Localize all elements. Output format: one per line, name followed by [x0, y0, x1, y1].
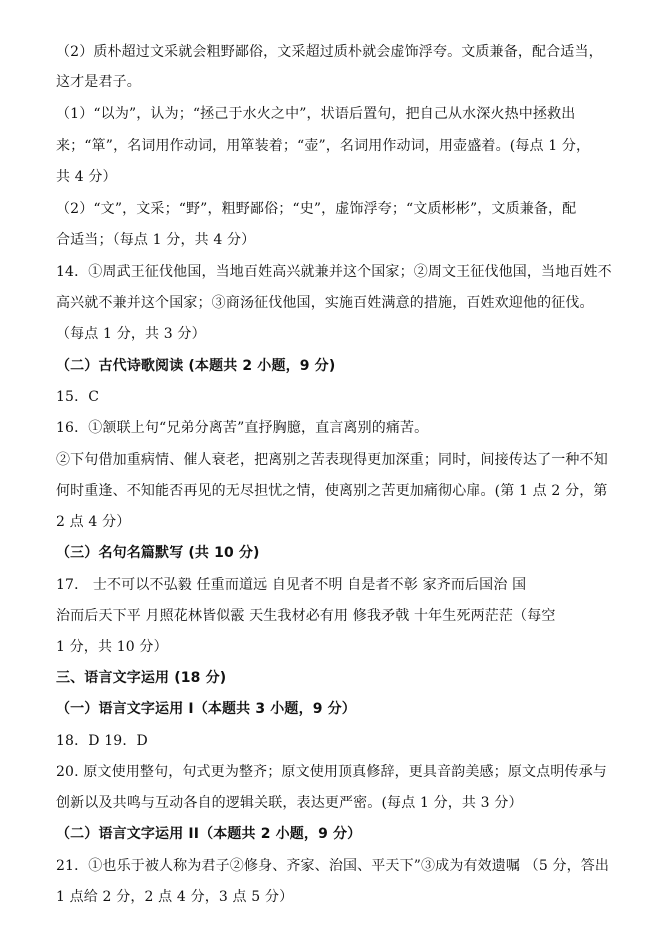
text-line: 1 点给 2 分，2 点 4 分，3 点 5 分） — [56, 889, 294, 905]
text-line: 来；“箪”，名词用作动词，用箪装着；“壶”，名词用作动词，用壶盛着。(每点 1 分， — [56, 138, 591, 154]
text-line: 20. 原文使用整句，句式更为整齐；原文使用顶真修辞，更具音韵美感；原文点明传承与 — [56, 764, 607, 780]
text-line: 这才是君子。 — [56, 74, 141, 90]
section-heading: 三、语言文字运用 (18 分) — [56, 670, 227, 686]
text-line: 16．①颔联上句“兄弟分离苦”直抒胸臆，直言离别的痛苦。 — [56, 420, 429, 436]
text-line: 高兴就不兼并这个国家；③商汤征伐他国，实施百姓满意的措施，百姓欢迎他的征伐。 — [56, 295, 594, 311]
text-line: 何时重逢、不知能否再见的无尽担忧之情，使离别之苦更加痛彻心扉。(第 1 点 2 分，第 — [56, 483, 608, 499]
text-line: 创新以及共鸣与互动各自的逻辑关联，表达更严密。(每点 1 分，共 3 分） — [56, 795, 523, 811]
text-line: （2）质朴超过文采就会粗野鄙俗，文采超过质朴就会虚饰浮夸。文质兼备，配合适当， — [56, 44, 603, 60]
text-line: （每点 1 分，共 3 分） — [56, 326, 206, 342]
text-line: 17． 士不可以不弘毅 任重而道远 自见者不明 自是者不彰 家齐而后国治 国 — [56, 577, 527, 593]
text-line: 21．①也乐于被人称为君子②修身、齐家、治国、平天下”③成为有效遗嘱 （5 分，答出 — [56, 858, 610, 874]
text-line: 1 分，共 10 分） — [56, 639, 168, 655]
text-line: 治而后天下平 月照花林皆似霰 天生我材必有用 修我矛戟 十年生死两茫茫（每空 — [56, 608, 556, 624]
text-line: 合适当；（每点 1 分，共 4 分） — [56, 232, 256, 248]
text-line: 共 4 分） — [56, 169, 117, 185]
text-line: 14．①周武王征伐他国，当地百姓高兴就兼并这个国家；②周文王征伐他国，当地百姓不 — [56, 264, 612, 280]
text-line: （1）“以为”，认为；“拯己于水火之中”，状语后置句，把自己从水深火热中拯救出 — [56, 106, 576, 122]
section-heading: （一）语言文字运用 I（本题共 3 小题，9 分） — [56, 701, 356, 717]
text-line: （2）“文”，文采；“野”，粗野鄙俗；“史”，虚饰浮夸；“文质彬彬”，文质兼备，配 — [56, 201, 577, 217]
text-line: 2 点 4 分） — [56, 514, 131, 530]
text-line: 18．D 19．D — [56, 733, 148, 749]
text-line: ②下句借加重病情、催人衰老，把离别之苦表现得更加深重；同时，间接传达了一种不知 — [56, 452, 608, 468]
text-line: 15．C — [56, 389, 100, 405]
section-heading: （三）名句名篇默写 (共 10 分) — [56, 545, 260, 561]
section-heading: （二）语言文字运用 II（本题共 2 小题，9 分） — [56, 826, 362, 842]
section-heading: （二）古代诗歌阅读 (本题共 2 小题，9 分) — [56, 358, 336, 374]
